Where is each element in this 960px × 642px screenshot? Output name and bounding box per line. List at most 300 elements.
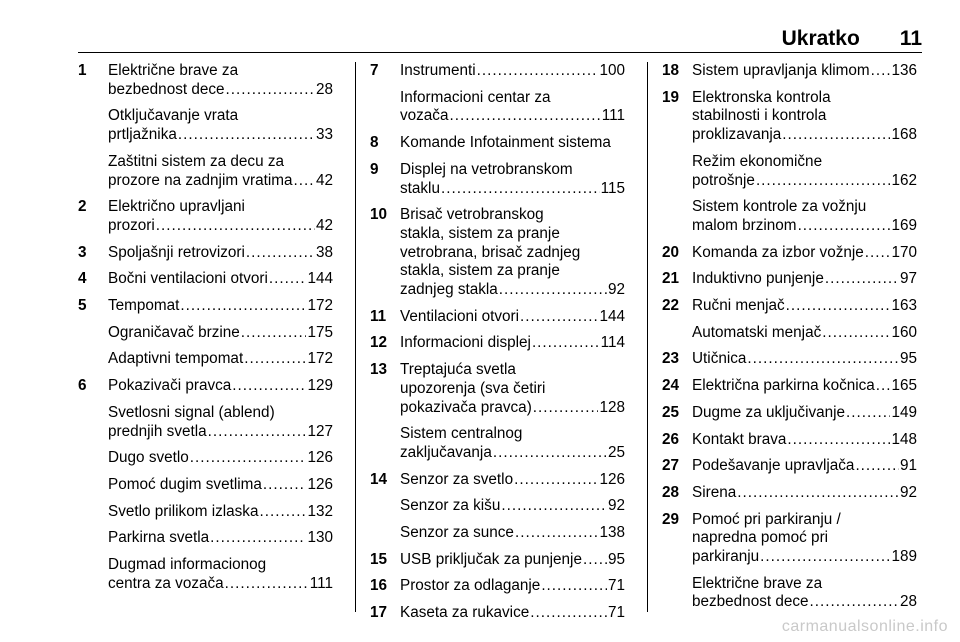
item-text: malom brzinom (692, 216, 797, 234)
item-body (692, 324, 917, 343)
page-ref: 111 (601, 107, 625, 125)
page-ref: 28 (899, 593, 917, 611)
toc-entry (662, 404, 917, 423)
item-body (400, 206, 625, 300)
item-body (108, 270, 333, 289)
toc-column-3 (662, 62, 917, 620)
toc-entry (370, 604, 625, 623)
toc-entry (370, 334, 625, 353)
item-text: Dugme za uključivanje (692, 403, 846, 421)
page-ref: 95 (899, 350, 917, 368)
item-text: Senzor za kišu (400, 497, 501, 515)
toc-line (400, 334, 625, 353)
item-body (692, 297, 917, 316)
page-ref: 126 (599, 470, 625, 488)
toc-entry (370, 206, 625, 300)
item-body (108, 62, 333, 99)
toc-line (108, 126, 333, 145)
page-ref: 148 (891, 430, 917, 448)
page-ref: 175 (307, 323, 333, 341)
dot-leader (532, 334, 600, 353)
toc-line (692, 377, 917, 396)
toc-entry (370, 497, 625, 516)
toc-entry (662, 575, 917, 612)
item-body (692, 62, 917, 81)
toc-line (692, 350, 917, 369)
item-body (108, 153, 333, 190)
page-header (78, 22, 922, 53)
toc-entry (662, 270, 917, 289)
watermark: carmanualsonline.info (781, 618, 948, 635)
dot-leader (294, 172, 315, 191)
item-body (400, 497, 625, 516)
page-ref: 92 (899, 483, 917, 501)
page-number: 11 (899, 27, 922, 50)
dot-leader (782, 126, 890, 145)
item-number: 7 (370, 62, 379, 79)
item-body (400, 308, 625, 327)
toc-entry (370, 471, 625, 490)
item-body (400, 604, 625, 623)
toc-entry (662, 511, 917, 567)
dot-leader (583, 551, 607, 570)
item-number (78, 556, 108, 593)
page-ref: 95 (607, 550, 625, 568)
item-text-line: Električno upravljani (108, 198, 245, 216)
toc-entry (662, 89, 917, 145)
item-number: 17 (370, 604, 388, 622)
item-text: Instrumenti (400, 62, 476, 79)
item-body (108, 503, 333, 522)
item-text: bezbednost dece (692, 593, 809, 611)
item-body (108, 107, 333, 144)
item-body (692, 575, 917, 612)
item-text: Pomoć dugim svetlima (108, 475, 262, 493)
toc-line (108, 476, 333, 495)
toc-line (400, 180, 625, 199)
item-number (78, 107, 108, 144)
toc-entry (662, 377, 917, 396)
item-number: 10 (370, 206, 388, 224)
item-text: Spoljašnji retrovizori (108, 243, 245, 261)
item-body (400, 577, 625, 596)
page-ref: 126 (307, 475, 333, 493)
toc-line (692, 244, 917, 263)
toc-entry (78, 107, 333, 144)
dot-leader (210, 529, 306, 548)
dot-leader (259, 503, 306, 522)
item-text: zadnjeg stakla (400, 281, 498, 299)
toc-entry (78, 449, 333, 468)
toc-entry (662, 198, 917, 235)
dot-leader (876, 377, 891, 396)
toc-entry (78, 377, 333, 396)
toc-line (692, 62, 917, 81)
toc-line (400, 62, 625, 81)
toc-line (400, 308, 625, 327)
item-body (692, 431, 917, 450)
dot-leader (449, 107, 600, 126)
item-number: 1 (78, 62, 87, 79)
dot-leader (180, 297, 306, 316)
column-divider (355, 62, 356, 612)
page-ref: 169 (891, 216, 917, 234)
toc-line (692, 172, 917, 191)
item-body (692, 404, 917, 423)
item-body (400, 471, 625, 490)
toc-entry (370, 524, 625, 543)
item-text: Sirena (692, 483, 737, 501)
item-body (692, 457, 917, 476)
page-ref: 115 (600, 179, 625, 197)
page-ref: 130 (307, 529, 333, 547)
toc-line (692, 431, 917, 450)
item-text: Parkirna svetla (108, 529, 210, 547)
dot-leader (263, 476, 307, 495)
item-text: Induktivno punjenje (692, 270, 824, 288)
item-text: proklizavanja (692, 126, 782, 144)
dot-leader (825, 270, 899, 289)
item-body (108, 529, 333, 548)
toc-line (692, 324, 917, 343)
page-ref: 149 (891, 403, 917, 421)
item-body (108, 297, 333, 316)
item-number: 8 (370, 134, 379, 152)
item-text: potrošnje (692, 171, 755, 189)
item-number (370, 425, 400, 462)
item-body (108, 404, 333, 441)
item-body (400, 62, 625, 81)
page-ref: 126 (307, 449, 333, 467)
page-ref: 172 (307, 297, 333, 315)
toc-entry (78, 62, 333, 99)
item-text: bezbednost dece (108, 80, 225, 98)
page-ref: 97 (899, 270, 917, 288)
item-number: 18 (662, 62, 680, 79)
item-number: 19 (662, 88, 680, 106)
item-text: Kontakt brava (692, 430, 787, 448)
item-body (108, 350, 333, 369)
dot-leader (810, 593, 899, 612)
item-text-line: vetrobrana, brisač zadnjeg (400, 243, 581, 261)
item-body (400, 524, 625, 543)
toc-line (400, 281, 625, 300)
toc-line (400, 471, 625, 490)
toc-entry (662, 457, 917, 476)
toc-line (108, 449, 333, 468)
item-number: 2 (78, 198, 87, 216)
item-text: Tempomat (108, 297, 180, 315)
item-body (692, 350, 917, 369)
item-number (78, 529, 108, 548)
item-text: prtljažnika (108, 126, 177, 144)
toc-entry (370, 577, 625, 596)
item-number: 16 (370, 577, 388, 595)
toc-column-2 (370, 62, 625, 631)
toc-line (692, 593, 917, 612)
item-text-line: Displej na vetrobranskom (400, 160, 573, 178)
item-text: zaključavanja (400, 443, 492, 461)
toc-entry (78, 350, 333, 369)
item-text: Sistem upravljanja klimom (692, 62, 870, 79)
dot-leader (520, 308, 598, 327)
item-text: Ograničavač brzine (108, 323, 240, 341)
toc-line (400, 444, 625, 463)
item-number: 26 (662, 430, 680, 448)
item-text: Ručni menjač (692, 297, 785, 315)
dot-leader (225, 575, 309, 594)
item-text-line: napredna pomoć pri (692, 529, 829, 547)
page-ref: 42 (315, 171, 333, 189)
item-text: Ventilacioni otvori (400, 307, 520, 325)
page-ref: 128 (599, 398, 625, 416)
item-number: 14 (370, 470, 388, 488)
toc-line (692, 270, 917, 289)
item-body (692, 511, 917, 567)
page-ref: 138 (599, 524, 625, 542)
item-text-line: Svetlosni signal (ablend) (108, 403, 275, 421)
item-number (78, 324, 108, 343)
item-text: prozore na zadnjim vratima (108, 171, 293, 189)
item-text: staklu (400, 179, 440, 197)
dot-leader (441, 180, 600, 199)
toc-line (692, 457, 917, 476)
item-text: Dugo svetlo (108, 449, 189, 467)
page-ref: 129 (307, 377, 333, 395)
toc-entry (78, 556, 333, 593)
toc-line (400, 107, 625, 126)
item-number: 22 (662, 297, 680, 315)
page-ref: 28 (315, 80, 333, 98)
dot-leader (514, 471, 598, 490)
toc-entry (370, 89, 625, 126)
item-body (400, 134, 625, 153)
toc-entry (370, 425, 625, 462)
dot-leader (190, 449, 307, 468)
toc-line (692, 297, 917, 316)
dot-leader (737, 484, 899, 503)
toc-entry (370, 308, 625, 327)
item-number (662, 575, 692, 612)
toc-line (108, 423, 333, 442)
toc-entry (78, 297, 333, 316)
item-text: Informacioni displej (400, 334, 531, 352)
item-text-line: stakla, sistem za pranje (400, 224, 560, 242)
item-text: Podešavanje upravljača (692, 457, 855, 475)
dot-leader (477, 62, 599, 81)
page-ref: 144 (307, 270, 333, 288)
item-body (400, 89, 625, 126)
toc-line (400, 399, 625, 418)
page-ref: 168 (891, 126, 917, 144)
item-text: Prostor za odlaganje (400, 577, 541, 595)
page-ref: 100 (599, 62, 625, 79)
item-number: 23 (662, 350, 680, 368)
toc-entry (662, 350, 917, 369)
item-number: 24 (662, 377, 680, 395)
dot-leader (232, 377, 306, 396)
item-number: 13 (370, 361, 388, 379)
dot-leader (747, 350, 899, 369)
item-number (370, 497, 400, 516)
item-number: 25 (662, 403, 680, 421)
page-ref: 163 (891, 297, 917, 315)
item-text-line: Pomoć pri parkiranju / (692, 510, 841, 528)
toc-line (108, 575, 333, 594)
item-number: 9 (370, 160, 379, 178)
page-ref: 162 (891, 171, 917, 189)
toc-column-1 (78, 62, 333, 601)
dot-leader (530, 604, 607, 623)
page-ref: 38 (315, 243, 333, 261)
item-number (370, 89, 400, 126)
page-ref: 33 (315, 126, 333, 144)
toc-entry (78, 529, 333, 548)
page-ref: 132 (307, 502, 333, 520)
page-ref: 144 (599, 307, 625, 325)
dot-leader (178, 126, 315, 145)
item-body (692, 244, 917, 263)
item-text-line: upozorenja (sva četiri (400, 379, 546, 397)
item-body (400, 551, 625, 570)
page-ref: 114 (600, 334, 625, 352)
item-text: USB priključak za punjenje (400, 550, 582, 568)
item-number: 20 (662, 243, 680, 261)
dot-leader (515, 524, 599, 543)
item-text-line: Sistem kontrole za vožnju (692, 198, 867, 216)
dot-leader (798, 217, 891, 236)
item-number (370, 524, 400, 543)
item-body (692, 270, 917, 289)
page-ref: 136 (891, 62, 917, 79)
item-text: Bočni ventilacioni otvori (108, 270, 268, 288)
item-text: prednjih svetla (108, 422, 207, 440)
dot-leader (756, 172, 891, 191)
item-body (692, 484, 917, 503)
dot-leader (246, 244, 315, 263)
item-body (108, 324, 333, 343)
item-number (78, 476, 108, 495)
item-number: 6 (78, 377, 87, 395)
page-ref: 71 (607, 577, 625, 595)
page-ref: 165 (891, 377, 917, 395)
toc-entry (370, 161, 625, 198)
item-text-line: Komande Infotainment sistema (400, 134, 611, 152)
page-ref: 160 (891, 323, 917, 341)
item-text-line: Režim ekonomične (692, 152, 823, 170)
item-text: Pokazivači pravca (108, 377, 232, 395)
toc-line (692, 404, 917, 423)
item-text-line: Zaštitni sistem za decu za (108, 152, 284, 170)
page-ref: 111 (309, 574, 333, 592)
item-text: Senzor za sunce (400, 524, 514, 542)
toc-entry (370, 134, 625, 153)
item-body (692, 198, 917, 235)
dot-leader (156, 217, 315, 236)
item-text: Automatski menjač (692, 323, 822, 341)
item-text: Komanda za izbor vožnje (692, 243, 864, 261)
toc-line (400, 524, 625, 543)
item-text: Utičnica (692, 350, 747, 368)
toc-entry (370, 551, 625, 570)
item-body (108, 377, 333, 396)
dot-leader (846, 404, 890, 423)
dot-leader (208, 423, 307, 442)
dot-leader (822, 324, 890, 343)
dot-leader (855, 457, 899, 476)
item-body (108, 476, 333, 495)
page-ref: 189 (891, 548, 917, 566)
item-text: prozori (108, 216, 155, 234)
dot-leader (760, 548, 890, 567)
dot-leader (269, 270, 307, 289)
item-text: Svetlo prilikom izlaska (108, 502, 259, 520)
page-ref: 42 (315, 216, 333, 234)
toc-line (108, 217, 333, 236)
toc-line (692, 548, 917, 567)
item-text: Adaptivni tempomat (108, 350, 244, 368)
item-body (692, 377, 917, 396)
item-text-line: stakla, sistem za pranje (400, 262, 560, 280)
item-text: Kaseta za rukavice (400, 604, 530, 622)
item-text: Senzor za svetlo (400, 470, 514, 488)
toc-line (108, 377, 333, 396)
dot-leader (226, 81, 315, 100)
item-number: 27 (662, 457, 680, 475)
page-ref: 127 (307, 422, 333, 440)
toc-line (108, 324, 333, 343)
item-number (662, 198, 692, 235)
item-number (78, 404, 108, 441)
toc-line (108, 81, 333, 100)
toc-entry (662, 431, 917, 450)
page-ref: 71 (607, 604, 625, 622)
item-number: 12 (370, 334, 388, 352)
dot-leader (501, 497, 607, 516)
toc-entry (370, 361, 625, 417)
column-divider (647, 62, 648, 612)
dot-leader (865, 244, 891, 263)
toc-entry (78, 153, 333, 190)
item-body (108, 449, 333, 468)
toc-entry (78, 503, 333, 522)
toc-entry (78, 198, 333, 235)
item-body (400, 361, 625, 417)
item-text-line: Električne brave za (692, 574, 823, 592)
item-text-line: Otključavanje vrata (108, 107, 239, 125)
toc-entry (78, 244, 333, 263)
item-number (78, 350, 108, 369)
page-title: Ukratko (781, 27, 860, 50)
toc-line (400, 551, 625, 570)
dot-leader (244, 350, 306, 369)
toc-line (692, 126, 917, 145)
item-body (400, 161, 625, 198)
item-text-line: Električne brave za (108, 62, 239, 79)
item-text: centra za vozača (108, 574, 224, 592)
toc-entry (662, 324, 917, 343)
item-text-line: stabilnosti i kontrola (692, 107, 827, 125)
dot-leader (533, 399, 599, 418)
toc-line (108, 297, 333, 316)
page-ref: 172 (307, 350, 333, 368)
item-body (108, 198, 333, 235)
toc-line (108, 270, 333, 289)
toc-entry (78, 324, 333, 343)
item-body (692, 89, 917, 145)
dot-leader (787, 431, 890, 450)
toc-entry (662, 244, 917, 263)
